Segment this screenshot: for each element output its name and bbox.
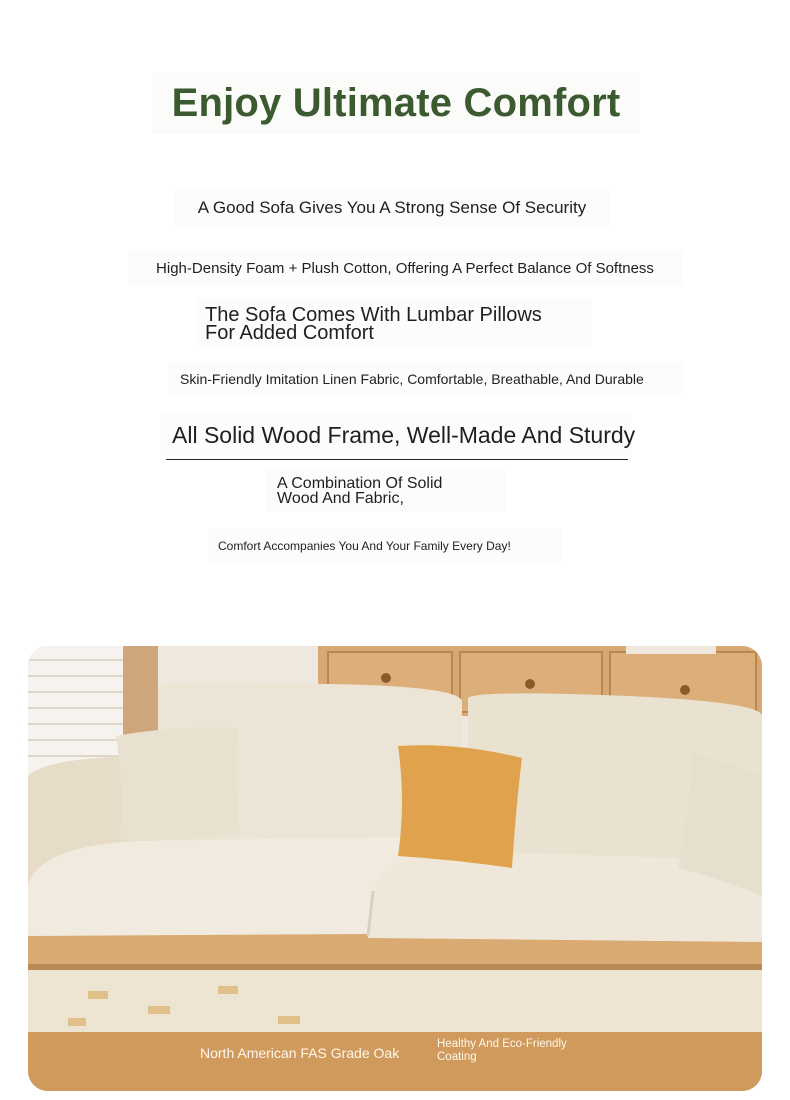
product-photo-card (28, 646, 762, 1091)
feature-pillows-line1: The Sofa Comes With Lumbar Pillows (205, 304, 542, 326)
feature-fabric: Skin-Friendly Imitation Linen Fabric, Comfortable, Breathable, And Durable (168, 362, 684, 396)
page-title: Enjoy Ultimate Comfort (171, 80, 621, 125)
feature-combination-line1: A Combination Of Solid (277, 475, 443, 492)
feature-pillows (196, 298, 592, 348)
feature-combination (266, 468, 506, 512)
feature-pillows-line2: For Added Comfort (205, 322, 374, 344)
feature-combination-line2: Wood And Fabric, (277, 490, 404, 507)
material-footer (28, 1032, 762, 1091)
feature-frame: All Solid Wood Frame, Well-Made And Sturdy (160, 414, 632, 456)
headline-banner (152, 72, 640, 134)
feature-foam: High-Density Foam + Plush Cotton, Offering A Perfect Balance Of Softness (128, 250, 682, 286)
material-label: North American FAS Grade Oak (200, 1045, 400, 1061)
lumbar-pillow-orange (398, 745, 522, 868)
feature-security: A Good Sofa Gives You A Strong Sense Of Security (174, 190, 610, 226)
lumbar-pillow-left (116, 728, 240, 841)
sofa-photo (28, 646, 762, 1032)
coating-label: Healthy And Eco-Friendly Coating (437, 1038, 567, 1063)
feature-family: Comfort Accompanies You And Your Family Every Day! (208, 528, 562, 564)
divider (166, 459, 628, 460)
